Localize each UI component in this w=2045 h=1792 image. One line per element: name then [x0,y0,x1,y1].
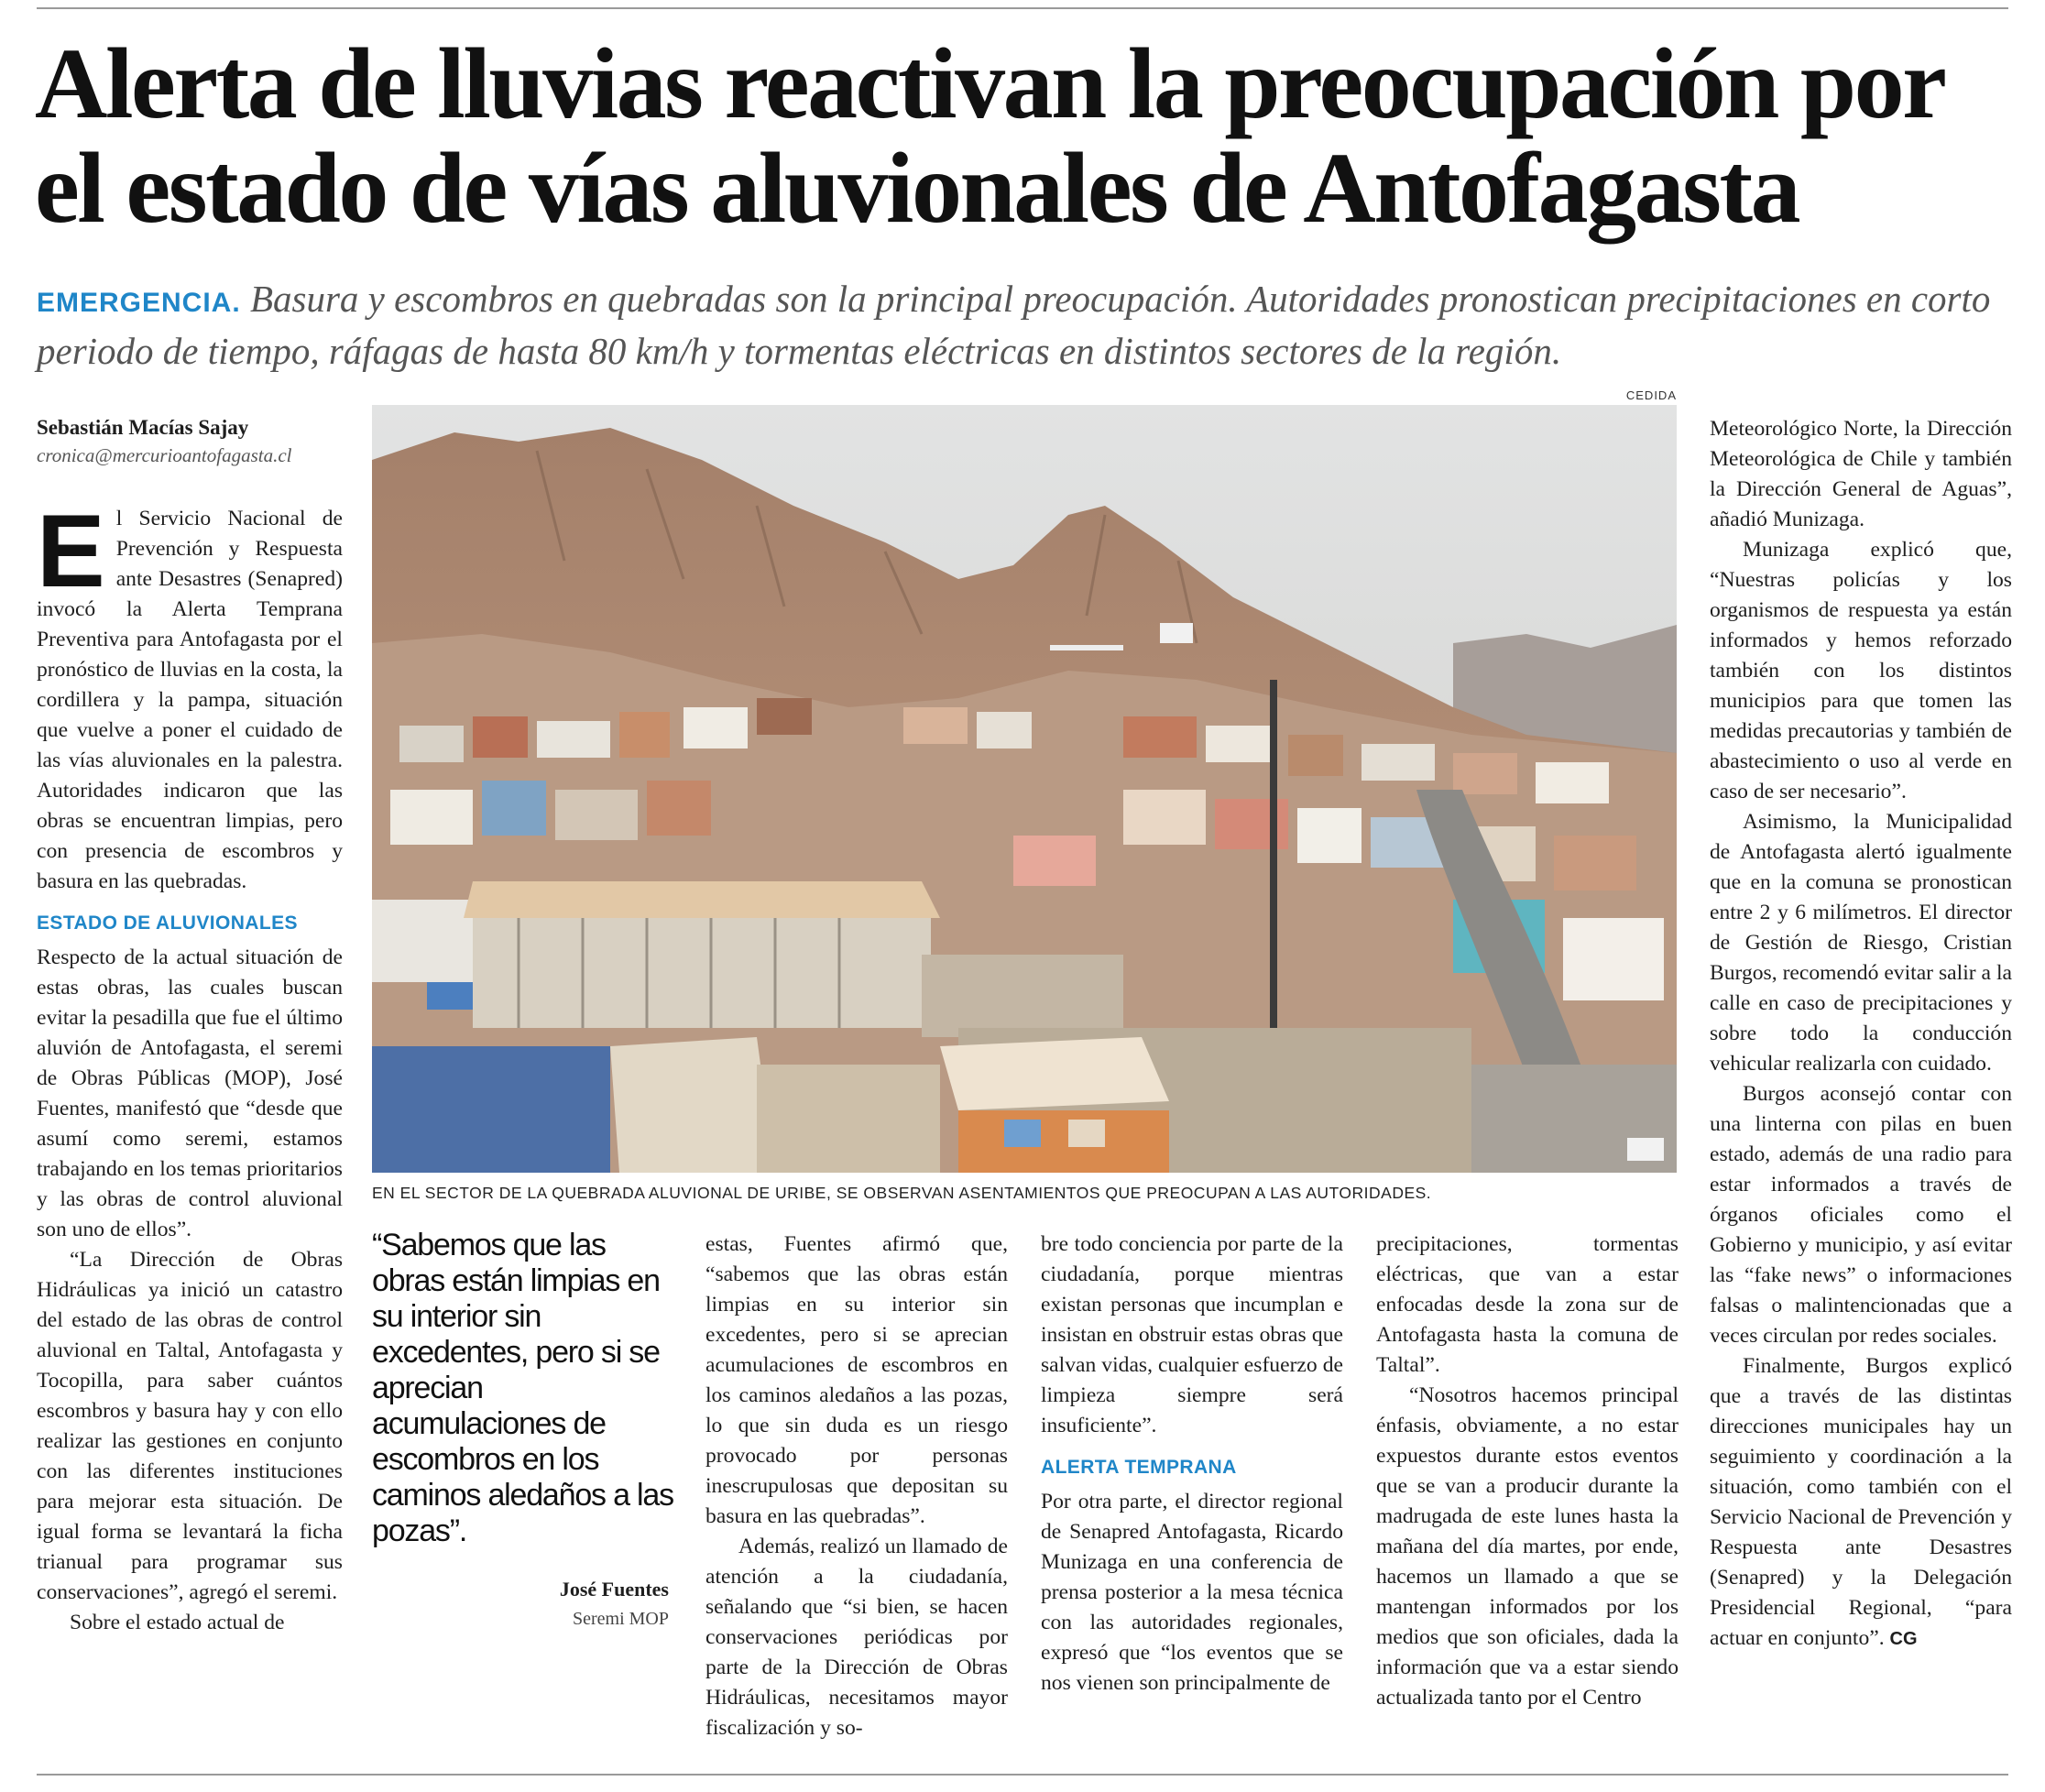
end-mark: CG [1889,1629,1918,1649]
col5-paragraph-5 [1710,1351,2012,1655]
col1-p1-text: l Servicio Nacional de Prevención y Respuesta ante Desastres (Senapred) invocó la Alerta Temprana Preventiva para Antofagasta por el pronóstico de lluvias en la costa, la cordillera y la pampa, situación que vuelve a poner el cuidado de las vías aluvionales en la palestra. Autoridades indicaron que las obras se encuentran limpias, pero con presencia de escombros y basura en las quebradas. [37,507,343,893]
headline: Alerta de lluvias reactivan la preocupación por el estado de vías aluvionales de Antofagasta [35,27,1943,244]
deck [37,275,2007,375]
col2-paragraph-1: estas, Fuentes afirmó que, “sabemos que las obras están limpias en su interior sin excedentes, pero si se aprecian acumulaciones de escombros en los caminos aledaños a las pozas, lo que sin duda es un riesgo provocado por personas inescrupulosas que depositan su basura en las quebradas”. [705,1232,1008,1528]
col5-paragraph-3: Asimismo, la Municipalidad de Antofagasta alertó igualmente que en la comuna se pronostican entre 2 y 6 milímetros. El director de Gestión de Riesgo, Cristian Burgos, recomendó evitar salir a la calle en caso de precipitaciones y sobre todo la conducción vehicular realizarla con cuidado. [1710,810,2012,1076]
col4-paragraph-2: “Nosotros hacemos principal énfasis, obviamente, a no estar expuestos durante estos eventos que se van a producir durante la madrugada de este lunes hasta la mañana del día martes, por ende, hacemos un llamado a que se mantengan informados por los medios que son oficiales, dada la información que va a estar siendo actualizada tanto por el Centro [1376,1383,1679,1710]
hillside-settlement-illustration [372,405,1677,1173]
col1-paragraph-2: Respecto de la actual situación de estas obras, las cuales buscan evitar la pesadilla que fue el último aluvión de Antofagasta, el seremi de Obras Públicas (MOP), José Fuentes, manifestó que “desde que asumí como seremi, estamos trabajando en los temas prioritarios y las obras de control aluvional son uno de ellos”. [37,945,343,1241]
deck-kicker: EMERGENCIA. [37,288,241,318]
subhead-alerta: ALERTA TEMPRANA [1041,1457,1237,1478]
col5-p5-text: Finalmente, Burgos explicó que a través de las distintas direcciones municipales hay un seguimiento y coordinación a la situación, como también con el Servicio Nacional de Prevención y Respuesta ante Desastres (Senapred) y la Delegación Presidencial Regional, “para actuar en conjunto”. [1710,1354,2012,1650]
col5-paragraph-2: Munizaga explicó que, “Nuestras policías y los organismos de respuesta ya están informados y hemos reforzado también con los distintos municipios para que tomen las medidas precautorias y también de abastecimiento o uso al verde en caso de ser necesario”. [1710,538,2012,803]
col3-paragraph-1: bre todo conciencia por parte de la ciudadanía, porque mientras existan personas que incumplan e insistan en obstruir estas obras que salvan vidas, cualquier esfuerzo de limpieza siempre será insuficiente”. [1041,1232,1343,1437]
article-photo [372,405,1677,1173]
col5-paragraph-1: Meteorológico Norte, la Dirección Meteorológica de Chile y también la Dirección General de Aguas”, añadió Munizaga. [1710,417,2012,531]
deck-text: Basura y escombros en quebradas son la principal preocupación. Autoridades pronostican precipitaciones en corto periodo de tiempo, ráfagas de hasta 80 km/h y tormentas eléctricas en distintos sectores de la región. [37,278,1991,372]
column-5 [1710,414,2012,1655]
subhead-estado: ESTADO DE ALUVIONALES [37,912,298,934]
column-2 [705,1229,1008,1743]
photo-credit: CEDIDA [1625,388,1677,402]
photo-caption: EN EL SECTOR DE LA QUEBRADA ALUVIONAL DE URIBE, SE OBSERVAN ASENTAMIENTOS QUE PREOCUPAN A LAS AUTORIDADES. [372,1184,1432,1202]
col1-paragraph-3: “La Dirección de Obras Hidráulicas ya inició un catastro del estado de las obras de control aluvional en Taltal, Antofagasta y Tocopilla, para saber cuántos escombros y basura hay y con ello realizar las gestiones en conjunto con las diferentes instituciones para mejorar esta situación. De igual forma se levantará la ficha trianual para programar sus conservaciones”, agregó el seremi. [37,1248,343,1604]
column-4 [1376,1229,1679,1713]
column-3 [1041,1229,1343,1699]
pull-quote-role: Seremi MOP [573,1609,669,1629]
pull-quote: “Sabemos que las obras están limpias en su interior sin excedentes, pero si se aprecian acumulaciones de escombros en los caminos aledaños a las pozas”. [372,1228,673,1548]
dropcap: E [37,494,105,608]
col4-paragraph-1: precipitaciones, tormentas eléctricas, que van a estar enfocadas desde la zona sur de Antofagasta hasta la comuna de Taltal”. [1376,1232,1679,1377]
byline [37,414,348,469]
col3-paragraph-2: Por otra parte, el director regional de Senapred Antofagasta, Ricardo Munizaga en una conferencia de prensa posterior a la mesa técnica con las autoridades regionales, expresó que “los eventos que se nos vienen son principalmente de [1041,1490,1343,1695]
col5-paragraph-4: Burgos aconsejó contar con una linterna con pilas en buen estado, además de una radio para estar informados a través de órganos oficiales como el Gobierno y municipio, y así evitar las “fake news” o informaciones falsas o malintencionadas que a veces circulan por redes sociales. [1710,1082,2012,1348]
byline-author: Sebastián Macías Sajay [37,416,249,439]
column-1 [37,494,343,1638]
byline-email: cronica@mercurioantofagasta.cl [37,444,292,466]
bottom-rule [37,1774,2008,1776]
col1-paragraph-4: Sobre el estado actual de [70,1611,285,1634]
pull-quote-author: José Fuentes [559,1578,669,1601]
col1-paragraph-1 [37,494,343,897]
col2-paragraph-2: Además, realizó un llamado de atención a la ciudadanía, señalando que “si bien, se hacen conservaciones periódicas por parte de la Dirección de Obras Hidráulicas, necesitamos mayor fiscalización y so- [705,1535,1008,1740]
top-rule [37,7,2008,9]
